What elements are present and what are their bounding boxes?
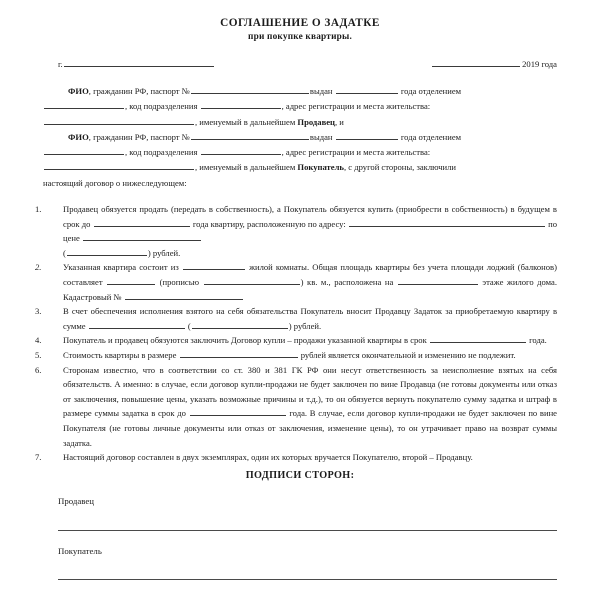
seller-issued-label: выдан bbox=[309, 86, 333, 96]
clause-5-seg-2: рублей является окончательной и изменению не подлежит. bbox=[300, 350, 516, 361]
clause-1-seg-4: ( bbox=[63, 247, 66, 258]
clause-item bbox=[35, 202, 557, 260]
city-date-line bbox=[58, 58, 557, 71]
clause-number: 5. bbox=[35, 350, 42, 361]
clause-text bbox=[63, 202, 557, 260]
buyer-subdivision-label: , код подразделения bbox=[125, 147, 198, 158]
signatures-heading: ПОДПИСИ СТОРОН: bbox=[245, 469, 355, 481]
clause-3-seg-2: ( bbox=[187, 320, 191, 331]
buyer-other-party-label: , с другой стороны, заключили bbox=[343, 162, 457, 173]
clause-number: 3. bbox=[35, 306, 42, 317]
clause-6-deadline-blank[interactable] bbox=[190, 408, 286, 416]
clause-1-deadline-blank[interactable] bbox=[94, 219, 190, 227]
clause-4-deadline-blank[interactable] bbox=[430, 335, 526, 343]
seller-address-label: , адрес регистрации и места жительства: bbox=[281, 101, 431, 112]
buyer-signature-label: Покупатель bbox=[58, 545, 102, 556]
clause-2-seg-4: ) кв. м., расположена на bbox=[300, 277, 394, 288]
clause-number: 1. bbox=[35, 204, 42, 215]
seller-and-label: , и bbox=[335, 116, 344, 127]
clause-1-price-words-blank[interactable] bbox=[67, 248, 147, 256]
date-blank[interactable] bbox=[432, 59, 520, 67]
page-title: СОГЛАШЕНИЕ О ЗАДАТКЕ bbox=[220, 17, 380, 29]
buyer-address-label: , адрес регистрации и места жительства: bbox=[281, 147, 431, 158]
seller-address-blank[interactable] bbox=[44, 117, 194, 125]
clause-3-sum-words-blank[interactable] bbox=[192, 321, 288, 329]
clause-1-address-blank[interactable] bbox=[349, 219, 545, 227]
clause-1-seg-3: по цене bbox=[63, 218, 558, 244]
clause-5-price-blank[interactable] bbox=[180, 350, 298, 358]
clause-2-cadastral-blank[interactable] bbox=[125, 292, 243, 300]
seller-passport-number-blank[interactable] bbox=[191, 86, 309, 94]
clause-3-seg-1: В счет обеспечения исполнения взятого на себя обязательства Покупатель вносит Продавцу Задаток за приобретаемую квартиру в сумме bbox=[63, 306, 557, 331]
clause-item bbox=[35, 363, 557, 451]
buyer-issued-label: выдан bbox=[309, 131, 333, 142]
buyer-department-label: года отделением bbox=[400, 131, 462, 142]
clause-2-rooms-blank[interactable] bbox=[183, 262, 245, 270]
city-field bbox=[58, 58, 215, 71]
clause-1-seg-5: ) рублей. bbox=[147, 247, 181, 258]
clause-1-price-blank[interactable] bbox=[83, 233, 201, 241]
clause-2-area-blank[interactable] bbox=[107, 277, 155, 285]
buyer-address-blank[interactable] bbox=[44, 162, 194, 170]
clause-3-sum-blank[interactable] bbox=[89, 321, 185, 329]
city-label: г. bbox=[58, 59, 63, 69]
clause-item bbox=[35, 333, 557, 348]
page-subtitle: при покупке квартиры. bbox=[248, 32, 352, 42]
buyer-department-blank[interactable] bbox=[44, 147, 124, 155]
clause-3-seg-3: ) рублей. bbox=[288, 320, 322, 331]
preamble bbox=[43, 84, 557, 191]
clause-number: 4. bbox=[35, 335, 42, 346]
clause-6-seg-1: Сторонам известно, что в соответствии со ст. 380 и 381 ГК РФ они несут ответственность за неисполнение взятых на себя обязательств. А именно: в случае, если договор купли-продажи не будет заключен по вине Продавца (не готовы документы или отказ от заключения, повышение цены, указать возможные причины и т.д.), то он обязуется вернуть покупателю сумму задатка и штраф в размере суммы задатка в срок до bbox=[63, 364, 557, 419]
seller-named-label: , именуемый в дальнейшем bbox=[195, 116, 296, 127]
seller-issue-date-blank[interactable] bbox=[336, 86, 398, 94]
seller-signature-line[interactable] bbox=[58, 530, 557, 531]
date-year-label: 2019 года bbox=[522, 59, 557, 69]
clause-1-seg-2: года квартиру, расположенную по адресу: bbox=[192, 218, 346, 229]
preamble-closing: настоящий договор о нижеследующем: bbox=[43, 177, 187, 188]
buyer-issue-date-blank[interactable] bbox=[336, 132, 398, 140]
clause-text bbox=[63, 260, 557, 304]
clause-2-seg-5: этаже жилого дома. Кадастровый № bbox=[63, 277, 558, 302]
clause-number: 2. bbox=[35, 262, 42, 273]
seller-subdivision-label: , код подразделения bbox=[125, 101, 198, 112]
clause-4-seg-2: года. bbox=[529, 335, 547, 346]
seller-department-blank[interactable] bbox=[44, 101, 124, 109]
seller-signature-label: Продавец bbox=[58, 495, 94, 506]
seller-preamble-line-2 bbox=[43, 99, 557, 114]
buyer-fio-label: ФИО bbox=[68, 131, 89, 142]
buyer-role-label: Покупатель bbox=[297, 162, 344, 173]
seller-passport-label: , гражданин РФ, паспорт № bbox=[88, 86, 190, 96]
buyer-signature-line[interactable] bbox=[58, 579, 557, 580]
clause-text bbox=[63, 348, 557, 363]
clause-2-seg-1: Указанная квартира состоит из bbox=[63, 262, 179, 273]
clause-6-seg-2: года. В случае, если договор купли-продажи не будет заключен по вине Покупателя (не готовы личные документы или отказ от заключения, изменение цены), то он утрачивает право на возврат суммы задатка. bbox=[63, 408, 557, 448]
clause-text bbox=[63, 333, 557, 348]
buyer-preamble-line-1 bbox=[43, 130, 557, 145]
seller-subdivision-code-blank[interactable] bbox=[201, 101, 281, 109]
clause-list bbox=[35, 202, 557, 465]
buyer-preamble-line-2 bbox=[43, 145, 557, 160]
title-block bbox=[0, 0, 600, 44]
seller-preamble-line-1 bbox=[43, 84, 557, 99]
clause-item bbox=[35, 348, 557, 363]
signature-block bbox=[58, 494, 557, 580]
buyer-subdivision-code-blank[interactable] bbox=[201, 147, 281, 155]
clause-item bbox=[35, 260, 557, 304]
clause-2-floor-blank[interactable] bbox=[398, 277, 478, 285]
buyer-passport-number-blank[interactable] bbox=[191, 132, 309, 140]
buyer-named-label: , именуемый в дальнейшем bbox=[195, 162, 296, 173]
clause-2-seg-3: (прописью bbox=[159, 277, 200, 288]
clause-2-area-words-blank[interactable] bbox=[204, 277, 300, 285]
buyer-preamble-line-3 bbox=[43, 160, 557, 175]
date-field bbox=[431, 58, 557, 71]
seller-fio-label: ФИО bbox=[68, 86, 89, 96]
clause-text: Настоящий договор составлен в двух экземплярах, один их которых вручается Покупателю, второй – Продавцу. bbox=[63, 452, 473, 463]
city-blank[interactable] bbox=[64, 59, 214, 67]
seller-department-label: года отделением bbox=[400, 86, 462, 96]
clause-number: 7. bbox=[35, 452, 42, 463]
clause-text bbox=[63, 363, 557, 451]
buyer-passport-label: , гражданин РФ, паспорт № bbox=[88, 131, 190, 142]
clause-2-seg-2: жилой комнаты. Общая площадь квартиры без учета площади лоджий (балконов) составляет bbox=[63, 262, 557, 288]
clause-item bbox=[35, 304, 557, 333]
clause-1-seg-1: Продавец обязуется продать (передать в собственность), а Покупатель обязуется купить (приобрести в собственность) в будущем в срок до bbox=[63, 204, 557, 229]
clause-item bbox=[35, 450, 557, 465]
seller-preamble-line-3 bbox=[43, 115, 557, 130]
clause-4-seg-1: Покупатель и продавец обязуются заключить Договор купли – продажи указанной квартиры в срок bbox=[63, 335, 427, 346]
clause-5-seg-1: Стоимость квартиры в размере bbox=[63, 350, 177, 361]
clause-text bbox=[63, 304, 557, 333]
clause-number: 6. bbox=[35, 364, 42, 375]
seller-role-label: Продавец bbox=[297, 116, 335, 127]
